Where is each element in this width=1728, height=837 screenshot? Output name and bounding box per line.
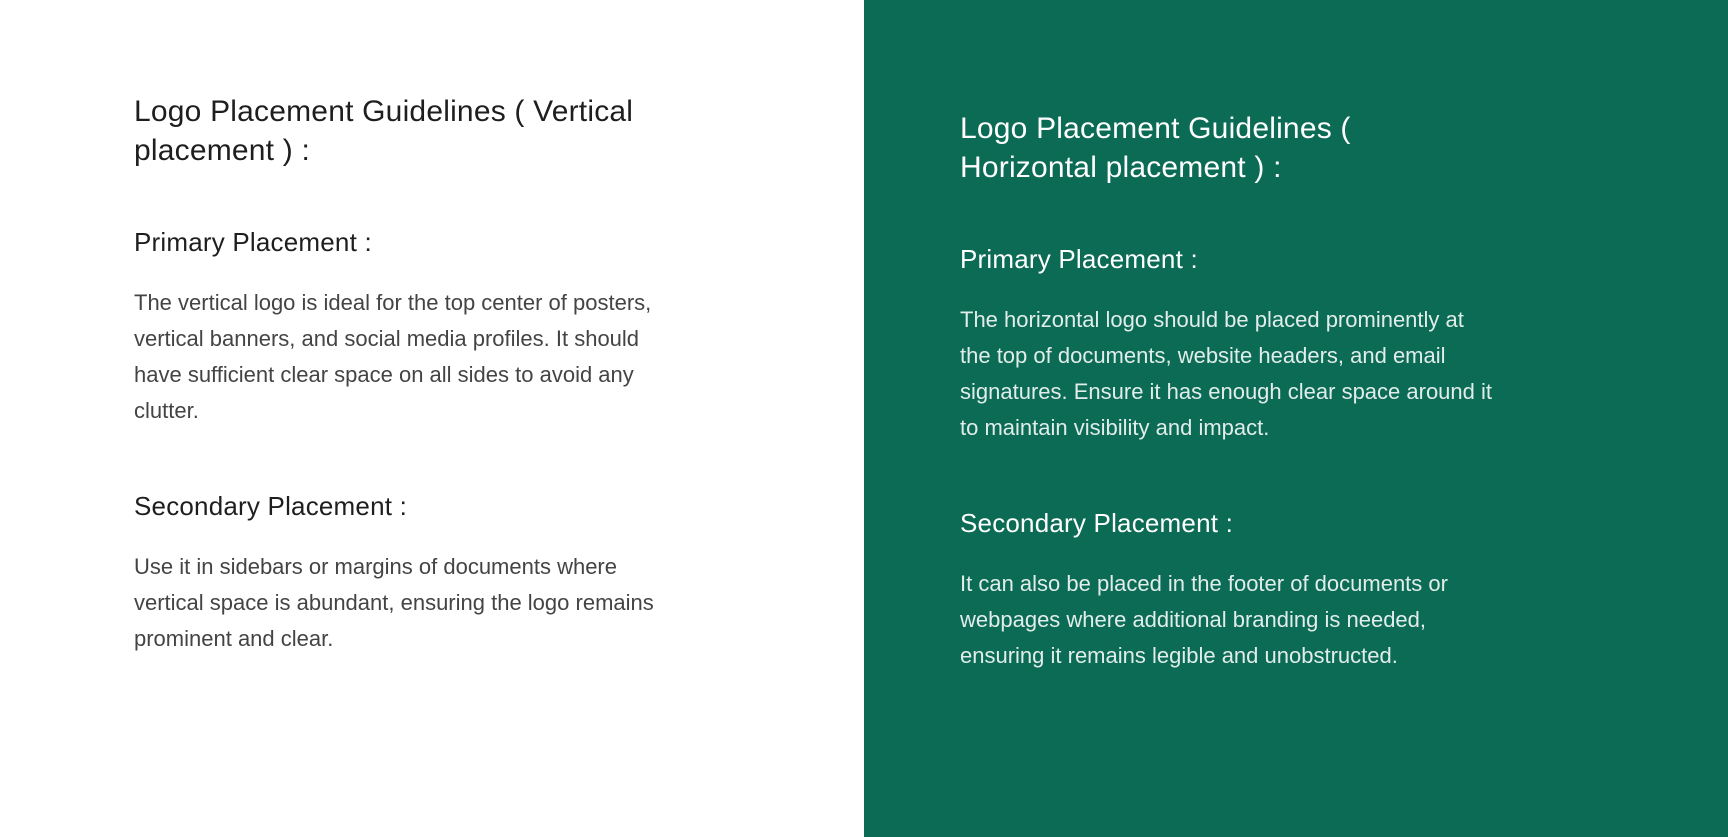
right-primary-placement-body: The horizontal logo should be placed prominently at the top of documents, website headers, and email signatures. Ensure it has enough clear space around it to maintain visibility and impact.: [960, 307, 1492, 440]
right-panel: [864, 0, 1728, 837]
left-primary-placement-section: [134, 225, 674, 429]
left-secondary-placement-body: Use it in sidebars or margins of documents where vertical space is abundant, ensuring the logo remains prominent and clear.: [134, 554, 654, 651]
left-secondary-placement-heading: Secondary Placement :: [134, 491, 408, 521]
right-panel-title: Logo Placement Guidelines ( Horizontal placement ) :: [960, 112, 1351, 184]
right-secondary-placement-heading: Secondary Placement :: [960, 508, 1234, 538]
left-panel-content: [134, 92, 674, 657]
right-primary-placement-heading: Primary Placement :: [960, 244, 1198, 274]
right-secondary-placement-section: [960, 506, 1495, 674]
left-secondary-placement-section: [134, 489, 674, 657]
right-secondary-placement-body: It can also be placed in the footer of documents or webpages where additional branding is needed, ensuring it remains legible and unobstructed.: [960, 571, 1448, 668]
right-panel-content: [960, 109, 1495, 674]
left-primary-placement-heading: Primary Placement :: [134, 227, 372, 257]
right-primary-placement-section: [960, 242, 1495, 446]
left-panel-title: Logo Placement Guidelines ( Vertical placement ) :: [134, 95, 634, 167]
left-primary-placement-body: The vertical logo is ideal for the top center of posters, vertical banners, and social media profiles. It should have sufficient clear space on all sides to avoid any clutter.: [134, 290, 652, 423]
